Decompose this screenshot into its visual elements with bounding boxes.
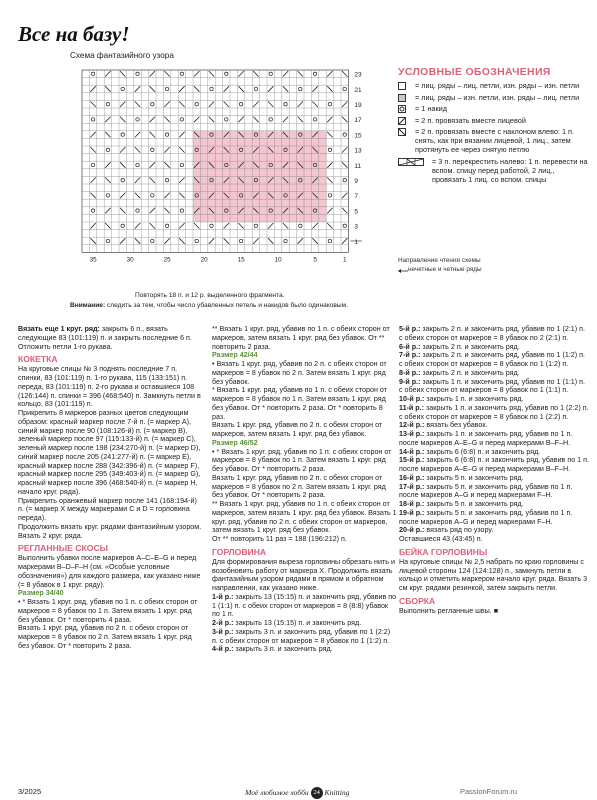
paragraph xyxy=(18,365,203,409)
paragraph xyxy=(212,500,397,535)
paragraph xyxy=(18,532,203,541)
paragraph xyxy=(212,325,397,351)
paragraph xyxy=(18,554,203,589)
reading-direction-sub: нечетные и четные ряды xyxy=(408,266,482,273)
section-heading: СБОРКА xyxy=(399,595,436,606)
paragraph xyxy=(399,448,589,457)
row-label: 19-й р.: xyxy=(399,508,425,517)
column-number: 20 xyxy=(200,256,208,264)
chart-attention-note xyxy=(70,302,348,309)
paragraph-text: закрыть 5 п. и закончить ряд. xyxy=(424,500,524,508)
paragraph xyxy=(399,430,589,448)
paragraph xyxy=(212,360,397,386)
row-label: 3-й р.: xyxy=(212,627,234,636)
paragraph-text: Вязать 1 круг. ряд, убавив по 2 п. с обеих сторон от маркеров = 8 убавок по 2 п. Затем вязать 1 круг. ряд без убавок. От * повторить 2 раза. xyxy=(212,473,386,500)
row-label: 9-й р.: xyxy=(399,377,421,386)
row-label: 8-й р.: xyxy=(399,368,421,377)
paragraph-text: закрыть 1 п. и закончить ряд, убавив по 1 (1:1) п. с обеих сторон от маркеров = 8 убавок по 1 (1:1) п. xyxy=(399,377,585,395)
paragraph xyxy=(212,535,397,544)
chart-grid xyxy=(62,62,362,287)
paragraph-text: закрыть 2 п. и закончить ряд. xyxy=(420,342,520,351)
paragraph-text: закрыть 5 п. и закончить ряд, убавив по 1 п. после маркеров А–G и перед маркерами F–H. xyxy=(399,482,573,500)
paragraph xyxy=(212,593,397,619)
legend-text: = лиц. ряды – изн. петли, изн. ряды – лиц. петли xyxy=(415,92,580,102)
paragraph-text: закрыть 1 п. и закончить ряд. xyxy=(424,395,524,403)
row-number: 7 xyxy=(354,193,359,201)
paragraph xyxy=(399,351,589,369)
paragraph xyxy=(212,448,397,474)
row-label: 18-й р.: xyxy=(399,500,425,508)
paragraph xyxy=(399,607,589,616)
legend-item-ssk xyxy=(398,127,588,154)
paragraph xyxy=(399,483,589,501)
paragraph xyxy=(399,535,589,544)
paragraph-text: ** Вязать 1 круг. ряд, убавив по 1 п. с обеих сторон от маркеров, затем вязать 1 круг. ряд без убавок. Вязать 1 круг. ряд, убавив по 2 п. с обеих сторон от маркеров, затем вязать 1 круг. ряд без убавок. xyxy=(212,500,397,535)
row-label: 5-й р.: xyxy=(399,325,421,333)
paragraph-text: Выполнить убавки после маркеров А–С–Е–G и перед маркерами В–D–F–H (см. «Особые условные обозначения») для каждого размера, как указано ниже (= 8 убавок в 1 круг. ряду). xyxy=(18,554,201,589)
section-heading: ГОРЛОВИНА xyxy=(212,546,267,557)
paragraph-text: Продолжить вязать круг. рядами фантазийным узором. xyxy=(18,522,202,531)
paragraph-text: На круговые спицы № 3 поднять последние 7 п. спинки, 83 (101:119) п. 1-го рукава, 115 (133:151) п. переда, 83 (101:119) п. 2-го рукава и оставшиеся 108 (126:144) п. спинки = 396 (468:540) п. Замкнуть петли в кольцо, 83 (101:119) п. xyxy=(18,365,201,409)
paragraph xyxy=(18,325,203,351)
row-label: 20-й р.: xyxy=(399,526,425,535)
magazine-footer xyxy=(245,787,349,799)
knit-symbol-icon xyxy=(398,82,406,90)
paragraph-text: закрыть 3 п. и закончить ряд. xyxy=(233,645,333,654)
row-number: 23 xyxy=(354,71,362,79)
page-title: Все на базу! xyxy=(18,22,130,46)
column-number: 35 xyxy=(89,256,97,264)
paragraph xyxy=(18,523,203,532)
paragraph-text: закрыть 6 п., вязать следующие 83 (101:119) п. и закрыть последние 6 п. Отложить петли 1-го рукава. xyxy=(18,325,192,351)
paragraph xyxy=(399,558,589,593)
row-label: 4-й р.: xyxy=(212,645,234,654)
legend-text: = 1 накид xyxy=(415,104,447,113)
text-column-3 xyxy=(399,325,589,616)
paragraph xyxy=(399,509,589,527)
paragraph xyxy=(212,474,397,500)
row-label: 10-й р.: xyxy=(399,395,425,403)
paragraph xyxy=(212,421,397,439)
text-column-1 xyxy=(18,325,203,651)
paragraph-text: Вязать 1 круг. ряд, убавив по 2 п. с обеих сторон от маркеров, затем вязать 1 круг. ряд без убавок. xyxy=(212,421,383,438)
paragraph-text: закрыть 5 п. и закончить ряд, убавив по 1 п. после маркеров А–G и перед маркерами F–H. xyxy=(399,508,573,526)
text-column-2 xyxy=(212,325,397,654)
section-heading: РЕГЛАННЫЕ СКОСЫ xyxy=(18,543,109,554)
paragraph xyxy=(212,558,397,593)
paragraph xyxy=(18,598,203,624)
row-label: Вязать еще 1 круг. ряд: xyxy=(18,325,100,333)
column-number: 30 xyxy=(126,256,134,264)
section-name: Knitting xyxy=(324,787,350,797)
paragraph-text: От ** повторить 11 раз = 188 (196:212) п. xyxy=(212,535,347,543)
paragraph xyxy=(399,474,589,483)
paragraph xyxy=(399,421,589,430)
row-label: 11-й р.: xyxy=(399,403,425,412)
paragraph xyxy=(212,619,397,628)
legend-item-cross xyxy=(398,157,588,184)
paragraph-text: Для формирования выреза горловины обрезать нить и возобновить работу от маркера Х. Продолжить вязать фантазийным узором рядами в прямом и обратном направлении, как указано ниже. xyxy=(212,557,395,592)
paragraph xyxy=(399,369,589,378)
paragraph-text: закрыть 2 п. и закончить ряд. xyxy=(420,368,520,377)
legend-text: = 2 п. провязать вместе лицевой xyxy=(415,115,526,125)
paragraph-text: • Вязать 1 круг. ряд, убавив по 2 п. с обеих сторон от маркеров = 8 убавок по 2 п. Затем вязать 1 круг. ряд без убавок. xyxy=(212,360,387,386)
cross-symbol-icon xyxy=(398,158,424,166)
column-number: 5 xyxy=(313,256,317,264)
paragraph-text: закрыть 13 (15:15) п. и закончить ряд. xyxy=(233,619,362,627)
row-number: 15 xyxy=(354,132,362,140)
chart-repeat-note: Повторять 18 п. и 12 р. выделенного фрагмента. xyxy=(135,292,285,299)
legend-item-purl xyxy=(398,93,588,102)
yarnover-symbol-icon xyxy=(398,105,406,113)
chart-caption: Схема фантазийного узора xyxy=(70,51,174,60)
legend-text: = 3 п. перекрестить налево: 1 п. перевести на вспом. спицу перед работой, 2 лиц., провязать 1 лиц. со вспом. спицы xyxy=(432,156,588,184)
paragraph-text: • * Вязать 1 круг. ряд, убавив по 1 п. с обеих сторон от маркеров = 8 убавок по 1 п. Затем вязать 1 круг. ряд без убавок. От * повторить 2 раза. xyxy=(212,447,392,473)
section-heading: КОКЕТКА xyxy=(18,354,58,365)
row-number: 19 xyxy=(354,102,362,109)
row-number: 9 xyxy=(354,178,359,185)
row-number: 1 xyxy=(354,238,359,246)
paragraph-text: * Вязать 1 круг. ряд, убавив по 1 п. с обеих сторон от маркеров = 8 убавок по 1 п. Затем вязать 1 круг. ряд без убавок. От * повторить 2 раза. От * повторить 8 раз. xyxy=(212,386,387,421)
paragraph xyxy=(399,325,589,343)
column-number: 15 xyxy=(237,256,245,264)
paragraph-text: Вязать 1 круг. ряд, убавив по 2 п. с обеих сторон от маркеров = 8 убавок по 2 п. Затем вязать 1 круг. ряд без убавок. От * повторить 2 раза. xyxy=(18,624,192,650)
paragraph xyxy=(18,624,203,650)
row-label: 15-й р.: xyxy=(399,456,425,465)
row-label: 1-й р.: xyxy=(212,592,234,601)
attention-text: следить за тем, чтобы число убавленных петель и накидов было одинаковым. xyxy=(105,302,349,309)
legend-item-yarnover xyxy=(398,104,588,113)
legend-text: = 2 п. провязать вместе с наклоном влево: 1 п. снять, как при вязании лицевой, 1 лиц., затем протянуть ее через снятую петлю xyxy=(415,127,575,154)
paragraph xyxy=(399,526,589,535)
row-number: 13 xyxy=(354,147,362,155)
arrow-left-icon xyxy=(398,268,408,274)
paragraph-text: ** Вязать 1 круг. ряд, убавив по 1 п. с обеих сторон от маркеров, затем вязать 1 круг. ряд без убавок. От ** повторить 2 раза. xyxy=(212,325,390,351)
row-label: 14-й р.: xyxy=(399,447,425,456)
paragraph xyxy=(399,343,589,352)
row-label: 6-й р.: xyxy=(399,342,421,351)
k2tog-symbol-icon xyxy=(398,117,406,125)
paragraph-text: Вязать 2 круг. ряда. xyxy=(18,531,83,540)
legend-item-knit xyxy=(398,81,588,90)
row-label: 12-й р.: xyxy=(399,421,425,430)
legend-title: УСЛОВНЫЕ ОБОЗНАЧЕНИЯ xyxy=(398,66,551,78)
size-heading: Размер 42/44 xyxy=(212,351,258,360)
knitting-chart xyxy=(62,62,362,287)
paragraph-text: Выполнить регланные швы. ■ xyxy=(399,606,499,615)
paragraph-text: закрыть 13 (15:15) п. и закончить ряд, убавив по 1 (1:1) п. с обеих сторон от маркеров = 8 (8:8) убавок по 1 п. xyxy=(212,592,397,619)
row-label: 17-й р.: xyxy=(399,482,425,491)
legend xyxy=(398,81,588,186)
legend-item-k2tog xyxy=(398,116,588,125)
paragraph xyxy=(212,628,397,646)
paragraph xyxy=(399,395,589,404)
paragraph xyxy=(18,497,203,523)
site-watermark: PassionForum.ru xyxy=(460,787,518,796)
ssk-symbol-icon xyxy=(398,128,406,136)
paragraph-text: закрыть 1 п. и закончить ряд, убавив по 1 п. после маркеров А–Е–G и перед маркерами В–F–H. xyxy=(399,430,573,447)
reading-direction-label: Направление чтения схемы xyxy=(398,257,481,264)
paragraph-text: закрыть 3 п. и закончить ряд, убавив по 1 (2:2) п. с обеих сторон от маркеров = 8 убавок по 1 (1:2) п. xyxy=(212,627,391,645)
paragraph-text: вязать без убавок. xyxy=(424,421,488,430)
issue-number: 3/2025 xyxy=(18,787,42,796)
paragraph-text: Прикрепить оранжевый маркер после 141 (168:194-й) п. (= маркер Х между маркерами С и D = горловина переда). xyxy=(18,496,197,522)
page-number: 24 xyxy=(311,787,323,799)
section-heading: БЕЙКА ГОРЛОВИНЫ xyxy=(399,546,488,557)
paragraph-text: закрыть 2 п. и закончить ряд, убавив по 1 (1:2) п. с обеих сторон от маркеров = 8 убавок по 1 (1:2) п. xyxy=(399,351,585,368)
paragraph-text: закрыть 2 п. и закончить ряд, убавив по 1 (2:1) п. с обеих сторон от маркеров = 8 убавок по 2 (2:1) п. xyxy=(399,325,585,342)
row-number: 17 xyxy=(354,117,362,125)
column-number: 1 xyxy=(342,256,347,264)
legend-text: = лиц. ряды – лиц. петли, изн. ряды – изн. петли xyxy=(415,81,580,90)
paragraph-text: На круговые спицы № 2,5 набрать по краю горловины с лицевой стороны 124 (124:128) п., замкнуть петли в кольцо и отметить маркером начало круг. ряда. Вязать 3 см круг. рядами резинкой, затем закрыть петли. xyxy=(399,557,588,592)
paragraph-text: закрыть 1 п. и закончить ряд, убавив по 1 (2:2) п. с обеих сторон от маркеров = 8 убавок по 1 (2:2) п. xyxy=(399,403,589,421)
paragraph-text: закрыть 6 (6:8) п. и закончить ряд. xyxy=(424,447,541,456)
paragraph xyxy=(399,500,589,509)
row-number: 5 xyxy=(354,208,359,216)
paragraph xyxy=(399,456,589,474)
paragraph xyxy=(399,378,589,396)
row-label: 13-й р.: xyxy=(399,430,425,438)
purl-symbol-icon xyxy=(398,94,406,102)
column-number: 25 xyxy=(163,256,171,264)
row-number: 3 xyxy=(354,223,359,231)
paragraph xyxy=(212,645,397,654)
paragraph-text: закрыть 5 п. и закончить ряд. xyxy=(424,473,524,482)
paragraph-text: вязать ряд по узору. xyxy=(424,526,494,535)
attention-label: Внимание: xyxy=(70,302,106,309)
paragraph xyxy=(399,404,589,422)
paragraph-text: Оставшиеся 43 (43:45) п. xyxy=(399,535,483,543)
row-label: 16-й р.: xyxy=(399,473,425,482)
row-number: 11 xyxy=(354,162,362,170)
row-label: 2-й р.: xyxy=(212,619,234,627)
paragraph-text: закрыть 6 (6:8) п. и закончить ряд, убавив по 1 п. после маркеров А–Е–G и перед маркерами В–F–H. xyxy=(399,456,589,473)
paragraph-text: • * Вязать 1 круг. ряд, убавив по 1 п. с обеих сторон от маркеров = 8 убавок по 1 п. Затем вязать 1 круг. ряд без убавок. От * повторить 4 раза. xyxy=(18,598,198,624)
size-heading: Размер 34/40 xyxy=(18,589,64,598)
column-number: 10 xyxy=(274,256,282,264)
paragraph-text: Прикрепить 8 маркеров разных цветов следующим образом: красный маркер после 7-й п. (= маркер А), синий маркер после 90 (108:126-й) п. (= маркер В), зеленый маркер после 97 (115:133-й) п. (= маркер С), зеленый маркер после 198 (234:270-й) п. (= маркер D), синий маркер после 205 (241:277-й) п. (= маркер Е), красный маркер после 288 (342:396-й) п. (= маркер F), красный маркер после 295 (349:403-й) п. (= маркер G), красный маркер после 396 (468:540-й) п. (= маркер Н, начало круг. ряда). xyxy=(18,409,201,496)
row-label: 7-й р.: xyxy=(399,351,421,360)
size-heading: Размер 46/52 xyxy=(212,438,258,447)
paragraph xyxy=(18,409,203,497)
paragraph xyxy=(212,386,397,421)
magazine-name: Моё любимое хобби xyxy=(245,787,309,797)
row-number: 21 xyxy=(354,86,362,94)
